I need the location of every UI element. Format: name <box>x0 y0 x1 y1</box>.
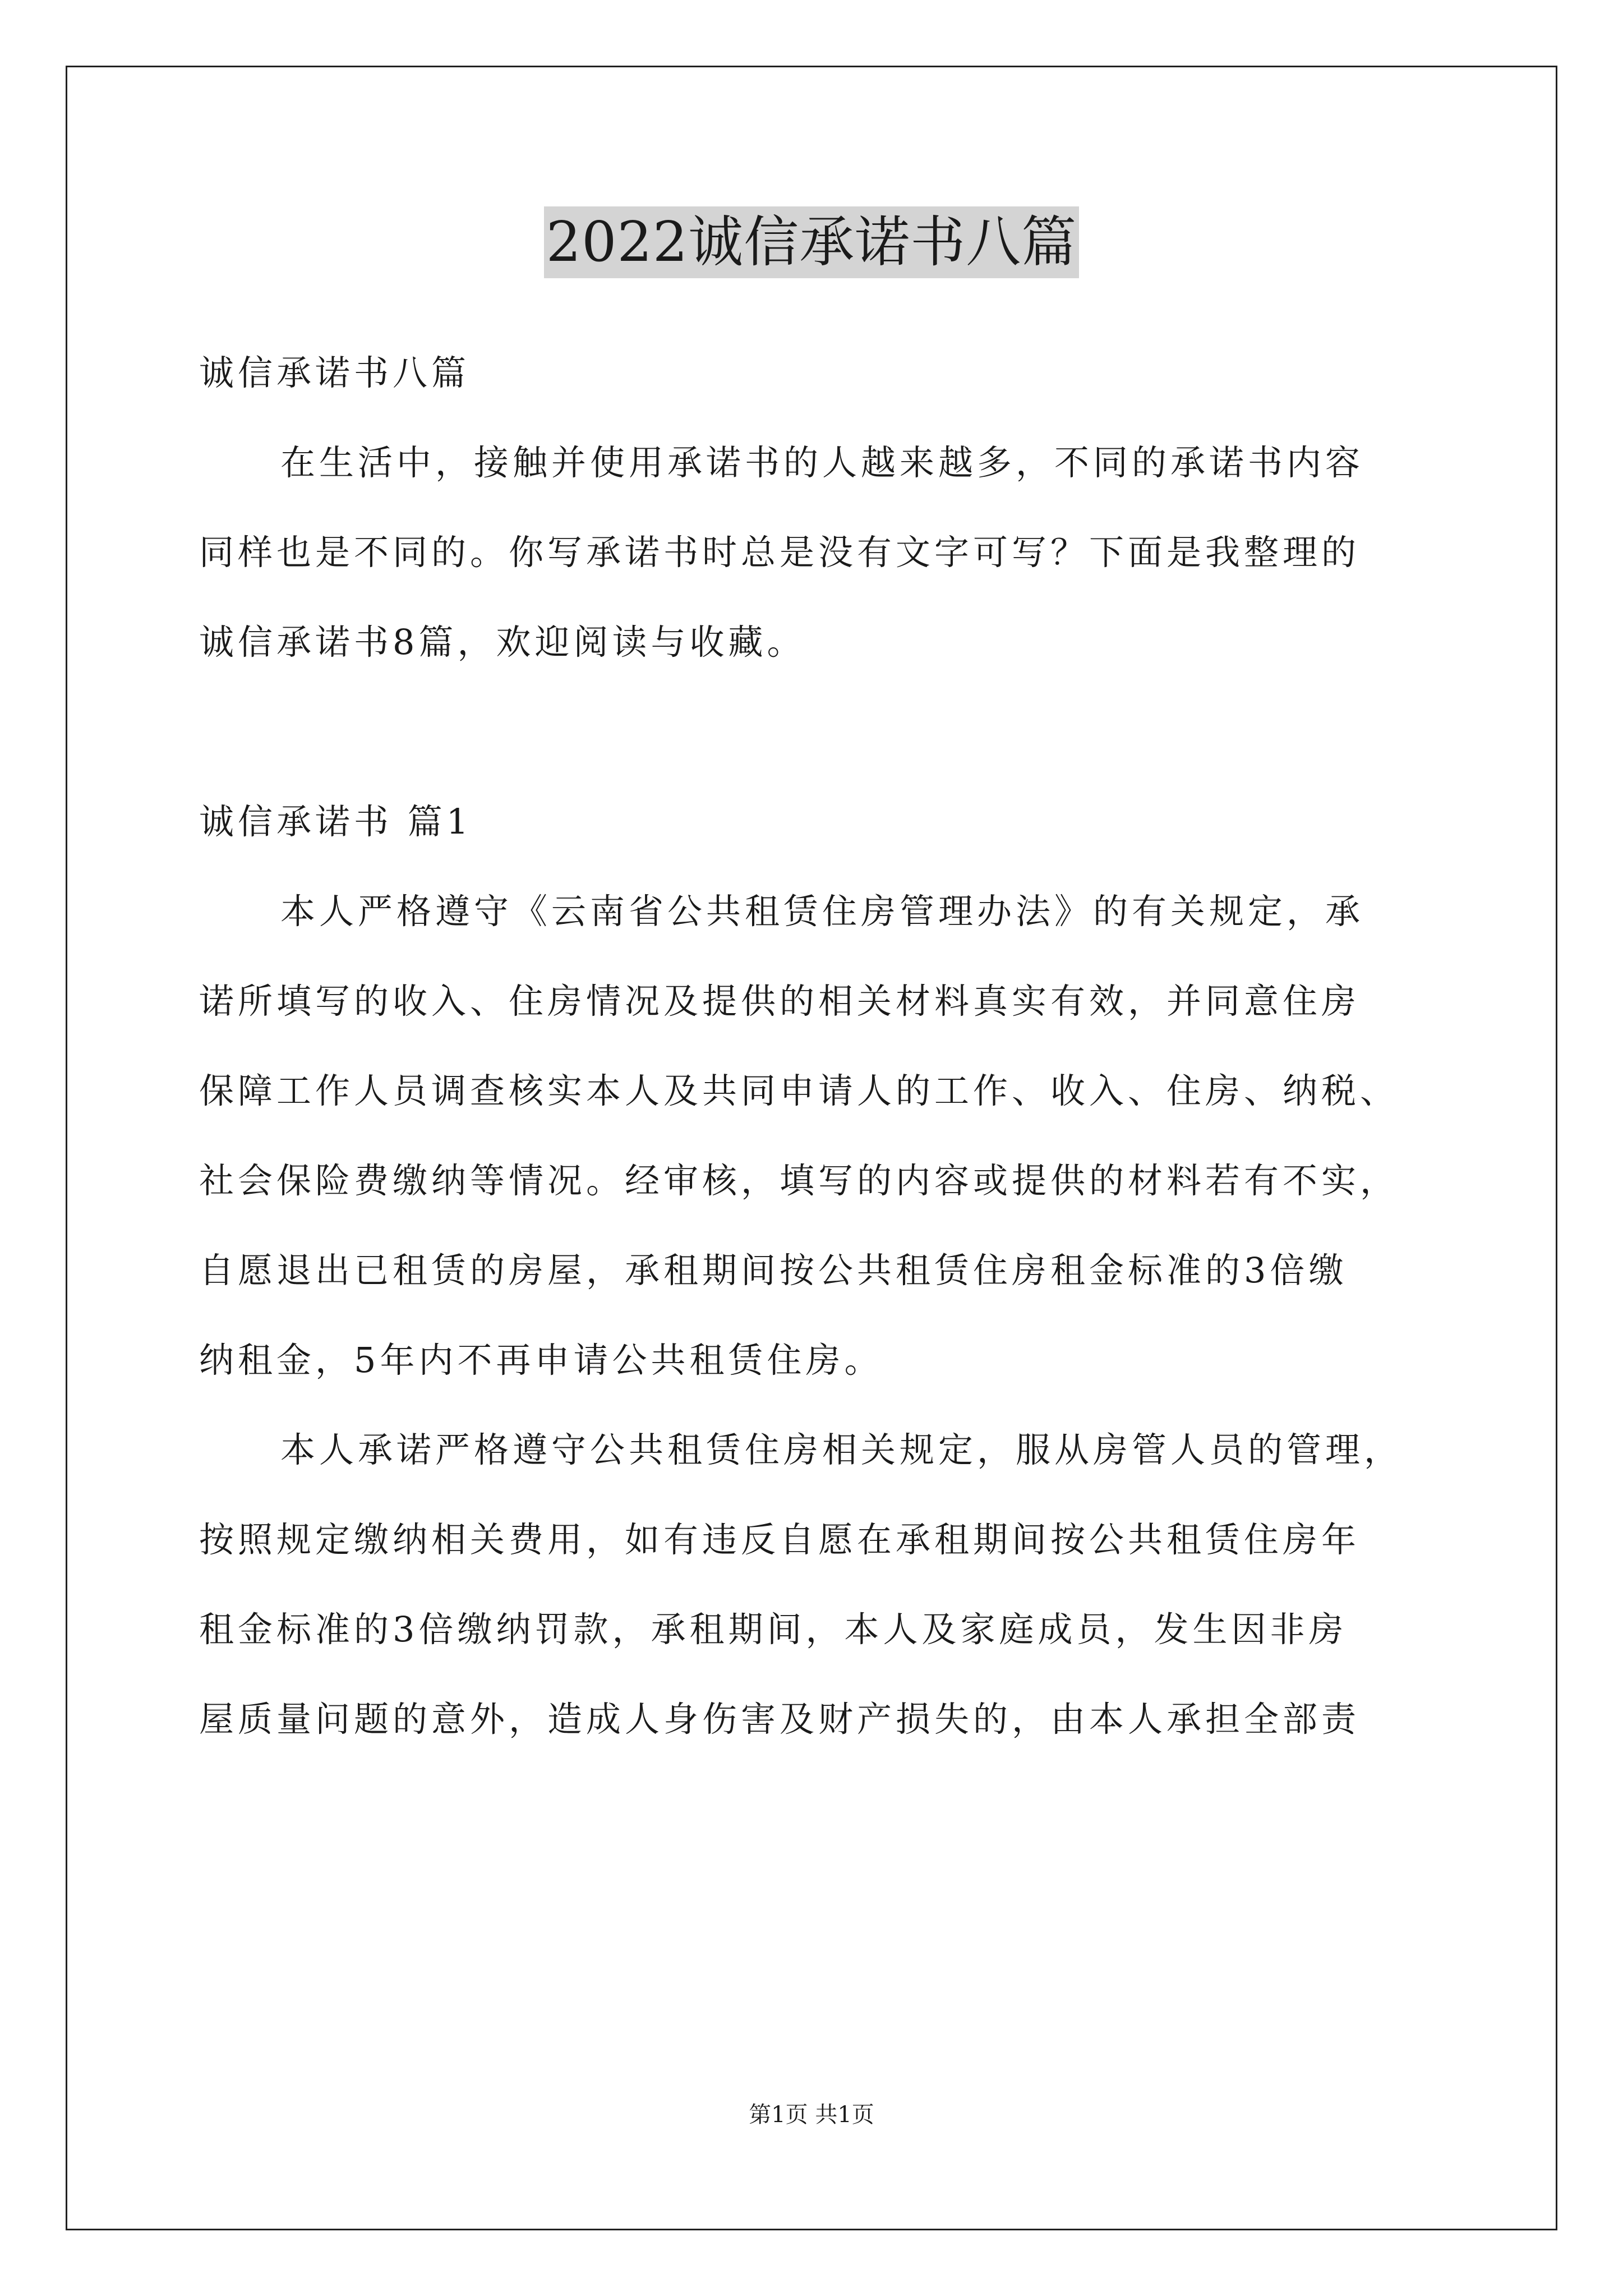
title-container <box>0 206 1623 278</box>
document-body <box>199 328 1461 1764</box>
intro-line: 诚信承诺书8篇，欢迎阅读与收藏。 <box>199 622 806 662</box>
subtitle: 诚信承诺书八篇 <box>199 352 471 393</box>
paragraph-spacer <box>199 687 1461 777</box>
paragraph-line: 本人严格遵守《云南省公共租赁住房管理办法》的有关规定，承 <box>280 891 1364 932</box>
document-title: 2022诚信承诺书八篇 <box>544 206 1079 278</box>
paragraph-line: 按照规定缴纳相关费用，如有违反自愿在承租期间按公共租赁住房年 <box>199 1519 1361 1560</box>
intro-line: 在生活中，接触并使用承诺书的人越来越多，不同的承诺书内容 <box>280 442 1364 483</box>
intro-line: 同样也是不同的。你写承诺书时总是没有文字可写？下面是我整理的 <box>199 532 1361 573</box>
paragraph-line: 屋质量问题的意外，造成人身伤害及财产损失的，由本人承担全部责 <box>199 1699 1361 1740</box>
paragraph-line: 保障工作人员调查核实本人及共同申请人的工作、收入、住房、纳税、 <box>199 1070 1399 1111</box>
section-heading: 诚信承诺书 篇1 <box>199 801 473 842</box>
page-footer: 第1页 共1页 <box>749 2102 874 2128</box>
paragraph-line: 自愿退出已租赁的房屋，承租期间按公共租赁住房租金标准的3倍缴 <box>199 1250 1348 1291</box>
paragraph-line: 本人承诺严格遵守公共租赁住房相关规定，服从房管人员的管理， <box>280 1429 1403 1470</box>
paragraph-line: 租金标准的3倍缴纳罚款，承租期间，本人及家庭成员，发生因非房 <box>199 1609 1348 1650</box>
paragraph-line: 社会保险费缴纳等情况。经审核，填写的内容或提供的材料若有不实， <box>199 1160 1399 1201</box>
paragraph-line: 诺所填写的收入、住房情况及提供的相关材料真实有效，并同意住房 <box>199 981 1361 1022</box>
paragraph-line: 纳租金，5年内不再申请公共租赁住房。 <box>199 1340 883 1381</box>
